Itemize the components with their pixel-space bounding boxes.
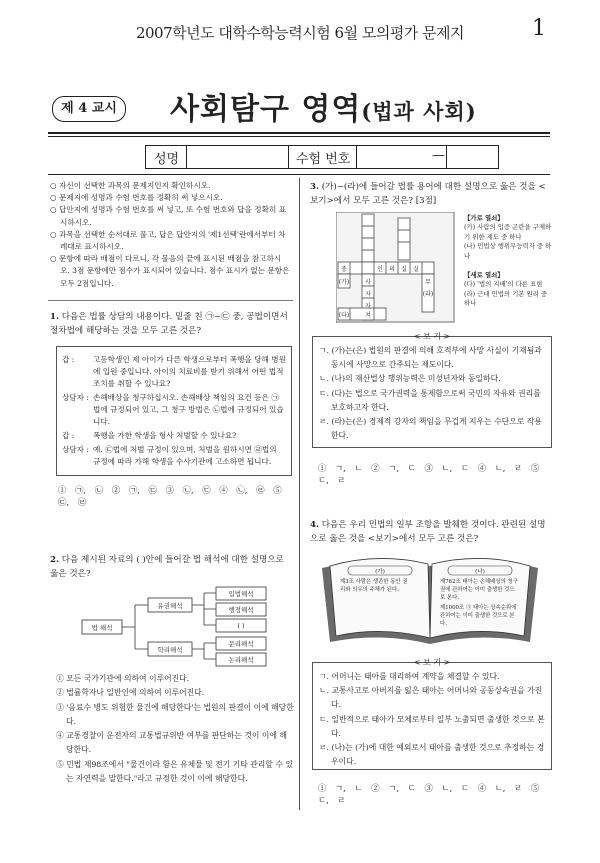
clue-title: 【세로 열쇠】 [464, 271, 504, 280]
column-divider [299, 178, 300, 810]
name-label: 성명 [154, 152, 180, 167]
utterance: 고등학생인 제 아이가 다른 학생으로부터 폭행을 당해 병원에 입원 중입니다. 아이의 치료비를 받기 위해서 어떤 법적 조치를 취할 수 있나요? [92, 355, 286, 388]
book-left-label: (가) [375, 569, 385, 575]
option[interactable]: ① 모든 국가기관에 의하여 이루어진다. [56, 674, 190, 683]
question-1 [50, 310, 293, 338]
q1-choices [58, 484, 293, 508]
choice[interactable]: ① ㉠, ㉡ [58, 485, 104, 495]
diagram-blank: ( ) [237, 622, 245, 630]
question-4 [310, 518, 550, 546]
bogi-item: ㄷ. 일반적으로 태아가 모체로부터 일부 노출되면 출생한 것으로 본다. [319, 714, 545, 738]
svg-text:(가): (가) [338, 279, 350, 286]
utterance: 폭행을 가한 학생을 형사 처벌할 수 있나요? [92, 431, 237, 440]
bogi-item: ㄴ. 교통사고로 아버지를 잃은 태아는 어머니와 공동상속권을 가진다. [319, 686, 543, 710]
diagram-mid: 유권해석 [157, 602, 183, 610]
q3-crossword [336, 212, 456, 324]
choice[interactable]: ① ㄱ, ㄴ [318, 783, 363, 793]
exam-title: 2007학년도 대학수학능력시험 6월 모의평가 문제지 [135, 24, 465, 42]
svg-text:무: 무 [425, 279, 431, 286]
instructions [50, 180, 290, 290]
subject-main: 사회탐구 영역 [170, 92, 362, 127]
svg-text:자: 자 [365, 291, 371, 298]
svg-text:치: 치 [365, 312, 371, 319]
speaker: 상담자 : [62, 393, 89, 402]
diagram-leaf: 행정해석 [228, 606, 254, 614]
choice[interactable]: ③ ㄴ, ㄷ [424, 463, 469, 473]
period-badge: 제 4 교시 [52, 96, 126, 122]
choice[interactable]: ③ ㄴ, ㄷ [424, 783, 469, 793]
choice[interactable]: ② ㉠, ㉢ [111, 485, 157, 495]
choice[interactable]: ② ㄱ, ㄷ [371, 783, 416, 793]
question-2 [50, 553, 293, 581]
question-number: 1. [50, 312, 59, 322]
subject-sub: (법과 사회) [361, 99, 477, 124]
svg-text:인: 인 [377, 266, 383, 273]
note-item: ○ 과목을 선택한 순서대로 풀고, 답은 답안지의 '제1선택'란에서부터 차례대로 표시하시오. [50, 229, 286, 252]
svg-text:(다): (다) [338, 312, 350, 319]
utterance: 손해배상을 청구하십시오. 손해배상 책임의 요건 등은 ㉠법에 규정되어 있고, 그 청구 방법은 ㉡법에 규정되어 있습니다. [92, 393, 284, 426]
choice[interactable]: ② ㄱ, ㄷ [371, 463, 416, 473]
clue: (라) 근대 민법의 기본 원리 중 하나 [464, 289, 548, 308]
question-stem: 다음 제시된 자료의 ( )안에 들어갈 법 해석에 대한 설명으로 옳은 것은? [50, 555, 284, 579]
svg-text:중: 중 [341, 266, 347, 273]
note-item: ○ 문항에 따라 배점이 다르니, 각 물음의 끝에 표시된 배점을 참고하시오. 3점 문항에만 점수가 표시되어 있습니다. 점수 표시가 없는 문항은 모두 2점입니다. [50, 254, 290, 288]
svg-text:사: 사 [365, 279, 371, 286]
book-right-text2: 제1000조 ③ 태아는 상속순위에 관하여는 이미 출생한 것으로 본다. [440, 605, 517, 627]
choice[interactable]: ⑤ ㉢, ㉣ [58, 485, 282, 507]
clue: (가) 사람의 입증 곤란을 구제하기 위한 제도 중 하나 [464, 223, 552, 241]
bogi-item: ㄱ. 어머니는 태아를 대리하여 계약을 체결할 수 있다. [319, 672, 500, 681]
exam-no-label: 수험 번호 [296, 152, 351, 167]
question-stem: 다음은 법률 상담의 내용이다. 밑줄 친 ㉠~㉢ 중, 공법이면서 절차법에 해당하는 것을 모두 고른 것은? [50, 312, 288, 336]
page-number: 1 [532, 16, 546, 41]
question-number: 3. [310, 182, 319, 192]
option[interactable]: ⑤ 민법 제98조에서 "물건이라 함은 유체물 및 전기 기타 관리할 수 있는 자연력을 말한다."라고 규정한 것이 이에 해당한다. [56, 759, 293, 784]
choice[interactable]: ④ ㄴ, ㄹ [477, 463, 523, 473]
q3-choices [318, 462, 553, 486]
book-right-label: (나) [475, 569, 485, 575]
exam-no-dash: — [432, 148, 445, 163]
utterance: 예. ㉢법에 처벌 규정이 있으며, 처벌을 원하시면 ㉣법의 규정에 따라 가해 학생을 수사기관에 고소하면 됩니다. [92, 445, 277, 466]
svg-text:실: 실 [401, 266, 407, 273]
notes-rule [48, 300, 293, 301]
choice[interactable]: ④ ㄴ, ㄹ [477, 783, 523, 793]
q2-options [56, 672, 294, 786]
bogi-title: < 보 기 > [413, 658, 451, 667]
q3-bogi-box [312, 332, 552, 448]
question-number: 2. [50, 555, 59, 565]
clue-title: 【가로 열쇠】 [464, 214, 504, 222]
q3-clues [464, 214, 554, 309]
choice[interactable]: ⑤ ㄷ, ㄹ [318, 463, 540, 485]
speaker: 갑 : [62, 355, 75, 364]
choice[interactable]: ⑤ ㄷ, ㄹ [318, 783, 540, 805]
q4-bogi-box [312, 658, 552, 770]
question-3 [310, 180, 550, 208]
diagram-leaf: 입법해석 [228, 590, 254, 598]
diagram-leaf: 논리해석 [228, 656, 254, 664]
option[interactable]: ④ 교통경찰이 운전자의 교통법규위반 여부를 판단하는 것이 이에 해당한다. [56, 731, 287, 755]
id-box [145, 145, 499, 169]
bogi-item: ㄷ. (다)는 법으로 국가권력을 통제함으로써 국민의 자유와 권리를 보호하고자 한다. [319, 388, 541, 412]
svg-text:실: 실 [413, 266, 419, 273]
q2-diagram [80, 586, 280, 668]
note-item: ○ 자신이 선택한 과목의 문제지인지 확인하시오. [50, 181, 211, 190]
speaker: 갑 : [62, 431, 75, 440]
question-stem: 다음은 우리 민법의 일부 조항을 발췌한 것이다. 관련된 설명으로 옳은 것을 <보기>에서 모두 고른 것은? [310, 520, 546, 544]
speaker: 상담자 : [62, 445, 89, 454]
bogi-item: ㄹ. (라)는(은) 경제적 강자의 책임을 무겁게 지우는 수단으로 작용한다. [319, 417, 542, 441]
header-rule-thin [48, 136, 550, 137]
q4-choices [318, 782, 553, 806]
note-item: ○ 문제지에 성명과 수험 번호를 정확히 써 넣으시오. [50, 193, 223, 203]
choice[interactable]: ③ ㉡, ㉢ [165, 485, 211, 495]
clue: (다) '법의 지배'의 다른 표현 [464, 280, 543, 289]
svg-text:자: 자 [365, 303, 371, 310]
svg-text:(라): (라) [422, 291, 434, 298]
bogi-item: ㄴ. (나)의 재산법상 행위능력은 미성년자와 동일하다. [319, 374, 501, 384]
book-left-text: 제3조 사람은 생존한 동안 권리와 의무의 주체가 된다. [340, 579, 408, 593]
diagram-leaf: 문리해석 [228, 640, 254, 648]
id-rule [48, 174, 550, 175]
bogi-title: < 보 기 > [413, 332, 451, 341]
choice[interactable]: ① ㄱ, ㄴ [318, 463, 363, 473]
choice[interactable]: ④ ㉡, ㉣ [219, 485, 265, 495]
diagram-mid: 학리해석 [157, 646, 183, 654]
question-number: 4. [310, 520, 319, 530]
clue: (나) 민법상 행위무능력자 중 하나 [464, 242, 552, 260]
option[interactable]: ③ '음료수 병도 위험한 물건에 해당한다'는 법원의 판결이 이에 해당한다. [56, 702, 294, 726]
bogi-item: ㄱ. (가)는(은) 법원의 판결에 의해 호적부에 사망 사실이 기재됨과 동시에 사망으로 간주되는 제도이다. [319, 346, 542, 370]
option[interactable]: ② 법률학자나 일반인에 의하여 이루어진다. [56, 688, 205, 698]
diagram-root: 법 해석 [91, 624, 113, 632]
note-item: ○ 답안지에 성명과 수험 번호를 써 넣고, 또 수험 번호와 답을 정확히 표시하시오. [50, 205, 287, 227]
book-right-text1: 제762조 태아는 손해배상의 청구권에 관하여는 이미 출생한 것으로 본다. [440, 579, 518, 601]
q1-dialogue-box [56, 346, 292, 476]
subject-title [170, 84, 477, 128]
bogi-item: ㄹ. (나)는 (가)에 대한 예외로서 태아를 출생한 것으로 추정하는 경우이다. [319, 743, 545, 767]
question-stem: (가)~(라)에 들어갈 법률 용어에 대한 설명으로 옳은 것을 <보기>에서 모두 고른 것은? [3점] [310, 182, 546, 206]
svg-text:의: 의 [389, 266, 395, 273]
header-rule [48, 132, 550, 134]
